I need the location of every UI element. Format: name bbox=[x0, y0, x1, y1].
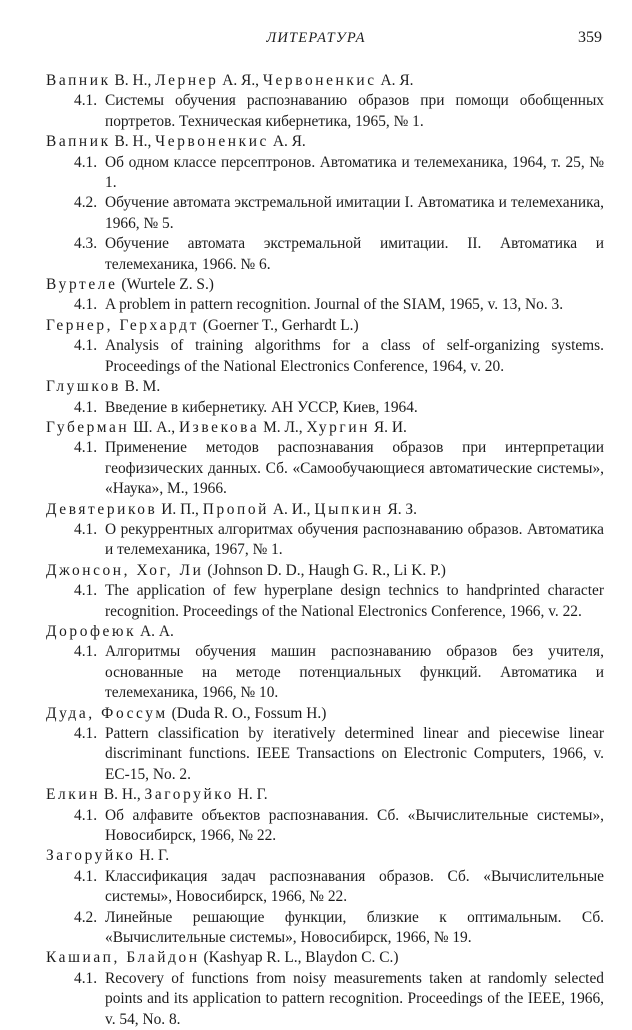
reference-entry bbox=[46, 295, 604, 315]
entry-number: 4.1. bbox=[74, 725, 98, 742]
page-number: 359 bbox=[578, 29, 602, 46]
reference-author: Кашиап, Блайдон (Kashyap R. L., Blaydon C. C.) bbox=[46, 949, 399, 967]
reference-author: Гернер, Герхардт (Goerner T., Gerhardt L.) bbox=[46, 316, 359, 334]
page-header bbox=[0, 30, 632, 54]
entry-text: Обучение автомата экстремальной имитации I. Автоматика и телемеханика, 1966, № 5. bbox=[105, 194, 604, 232]
reference-entry bbox=[46, 969, 604, 1030]
reference-entry bbox=[46, 581, 604, 622]
entry-number: 4.1. bbox=[74, 398, 98, 416]
entry-text: Введение в кибернетику. АН УССР, Киев, 1964. bbox=[105, 398, 418, 416]
entry-number: 4.1. bbox=[74, 867, 98, 885]
reference-list bbox=[46, 71, 604, 1030]
entry-number: 4.1. bbox=[74, 582, 98, 600]
reference-author: Глушков В. М. bbox=[46, 378, 161, 396]
reference-author: Джонсон, Хог, Ли (Johnson D. D., Haugh G. R., Li K. P.) bbox=[46, 561, 446, 579]
reference-entry bbox=[46, 336, 604, 377]
entry-number: 4.1. bbox=[74, 337, 98, 355]
reference-author: Вапник В. Н., Лернер А. Я., Червоненкис А. Я. bbox=[46, 72, 414, 89]
reference-author: Губерман Ш. А., Извекова М. Л., Хургин Я. И. bbox=[46, 418, 407, 436]
reference-entry bbox=[46, 438, 604, 499]
reference-author: Вапник В. Н., Червоненкис А. Я. bbox=[46, 133, 306, 151]
entry-number: 4.1. bbox=[74, 520, 98, 538]
reference-entry bbox=[46, 867, 604, 908]
reference-entry bbox=[46, 520, 604, 561]
entry-number: 4.2. bbox=[74, 908, 98, 926]
entry-text: О рекуррентных алгоритмах обучения распознаванию образов. Автоматика и телемеханика, 1967, № 1. bbox=[105, 520, 604, 559]
reference-entry bbox=[46, 234, 604, 275]
entry-number: 4.1. bbox=[74, 439, 98, 457]
entry-number: 4.3. bbox=[74, 235, 98, 253]
reference-entry bbox=[46, 193, 604, 234]
entry-number: 4.1. bbox=[74, 92, 98, 110]
reference-entry bbox=[46, 153, 604, 194]
entry-number: 4.2. bbox=[74, 194, 98, 212]
entry-text: Системы обучения распознаванию образов при помощи обобщенных портретов. Техническая кибернетика, 1965, № 1. bbox=[105, 92, 604, 130]
entry-number: 4.1. bbox=[74, 153, 98, 171]
reference-entry bbox=[46, 806, 604, 847]
entry-text: The application of few hyperplane design technics to handprinted character recognition. Proceedings of the National Electronics Conference, 1966, v. 22. bbox=[105, 582, 604, 620]
entry-number: 4.1. bbox=[74, 969, 98, 987]
entry-text: Recovery of functions from noisy measurements taken at randomly selected points and its application to pattern recognition. Proceedings of the IEEE, 1966, v. 54, No. 8. bbox=[105, 969, 604, 1028]
reference-author: Загоруйко Н. Г. bbox=[46, 847, 170, 865]
entry-text: Обучение автомата экстремальной имитации. II. Автоматика и телемеханика, 1966. № 6. bbox=[105, 235, 604, 273]
reference-entry bbox=[46, 724, 604, 785]
reference-entry bbox=[46, 642, 604, 703]
entry-text: Об одном классе персептронов. Автоматика и телемеханика, 1964, т. 25, № 1. bbox=[105, 153, 604, 192]
reference-entry bbox=[46, 91, 604, 132]
entry-text: Analysis of training algorithms for a class of self-organizing systems. Proceedings of the National Electronics Conference, 1964, v. 20. bbox=[105, 337, 604, 375]
reference-author: Дуда, Фоссум (Duda R. O., Fossum H.) bbox=[46, 704, 327, 722]
reference-entry bbox=[46, 908, 604, 949]
entry-number: 4.1. bbox=[74, 296, 98, 314]
entry-text: Об алфавите объектов распознавания. Сб. «Вычислительные системы», Новосибирск, 1966, № 22. bbox=[105, 806, 604, 845]
reference-author: Елкин В. Н., Загоруйко Н. Г. bbox=[46, 786, 268, 804]
entry-number: 4.1. bbox=[74, 806, 98, 824]
entry-text: A problem in pattern recognition. Journal of the SIAM, 1965, v. 13, No. 3. bbox=[105, 296, 564, 314]
entry-number: 4.1. bbox=[74, 643, 98, 661]
entry-text: Алгоритмы обучения машин распознаванию образов без учителя, основанные на методе потенциальных функций. Автоматика и телемеханика, 1966, № 10. bbox=[105, 643, 604, 702]
reference-author: Девятериков И. П., Пропой А. И., Цыпкин Я. З. bbox=[46, 500, 417, 518]
entry-text: Линейные решающие функции, близкие к оптимальным. Сб. «Вычислительные системы», Новосибирск, 1966, № 19. bbox=[105, 908, 604, 947]
reference-author: Вуртеле (Wurtele Z. S.) bbox=[46, 276, 214, 294]
reference-author: Дорофеюк А. А. bbox=[46, 622, 174, 640]
entry-text: Классификация задач распознавания образов. Сб. «Вычислительные системы», Новосибирск, 1966, № 22. bbox=[105, 867, 604, 906]
running-title: ЛИТЕРАТУРА bbox=[266, 30, 366, 46]
entry-text: Применение методов распознавания образов при интерпретации геофизических данных. Сб. «Самообучающиеся автоматические системы», «Наука», М., 1966. bbox=[105, 439, 604, 498]
entry-text: Pattern classification by iteratively determined linear and piecewise linear discriminant functions. IEEE Transactions on Electronic Computers, 1966, v. EC-15, No. 2. bbox=[105, 725, 604, 783]
reference-entry bbox=[46, 398, 604, 418]
